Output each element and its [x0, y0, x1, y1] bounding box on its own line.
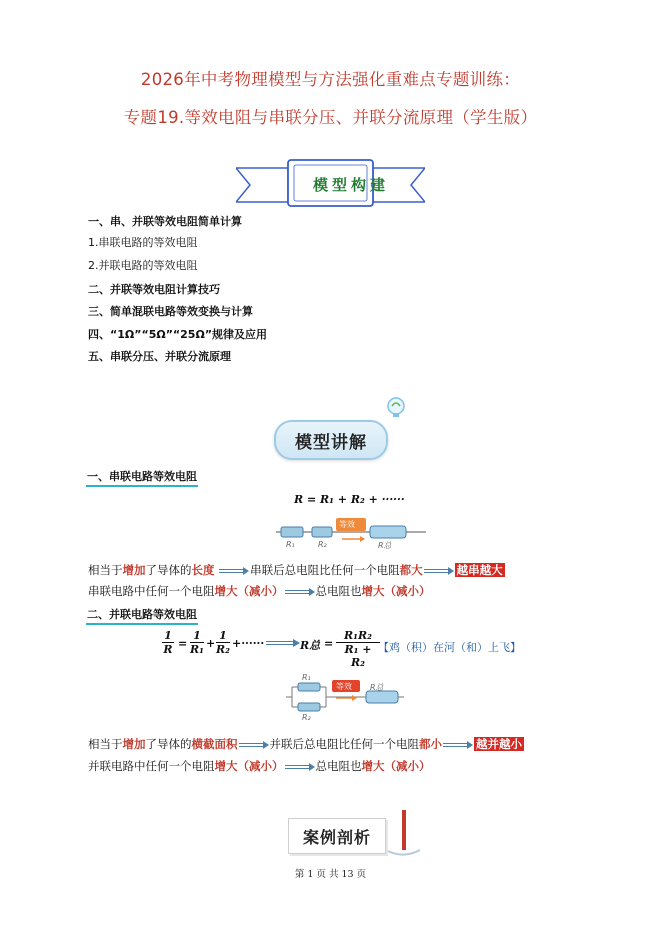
parallel-line-1: 相当于增加了导体的横截面积 并联后总电阻比任何一个电阻都小 越并越小: [88, 737, 522, 751]
outline-item-2: 二、并联等效电阻计算技巧: [88, 283, 220, 296]
arrow-icon: [266, 639, 300, 647]
arrow-icon: [285, 763, 315, 771]
model-build-label: 模型构建: [312, 176, 389, 194]
parallel-conclusion-badge: 越并越小: [476, 737, 522, 751]
outline-item-1: 一、串、并联等效电阻简单计算: [88, 215, 242, 228]
series-line-2: 串联电路中任何一个电阻增大（减小） 总电阻也增大（减小）: [88, 584, 431, 598]
page-footer: 第 1 页 共 13 页: [294, 869, 367, 880]
parallel-formula: 1 R = 1 R₁ + 1 R₂ +······ R总 = R₁R₂ R₁ + R₂: [162, 629, 382, 669]
parallel-diagram-rt: R总: [370, 683, 384, 692]
outline-item-1-1: 1.串联电路的等效电阻: [88, 236, 198, 249]
parallel-section-heading: 二、并联电路等效电阻: [86, 608, 198, 625]
series-line-1: 相当于增加了导体的长度 串联后总电阻比任何一个电阻都大 越串越大: [88, 563, 503, 577]
parallel-diagram-r1: R₁: [302, 673, 311, 682]
series-diagram-r2: R₂: [318, 540, 327, 549]
document-title-line2: 专题19.等效电阻与串联分压、并联分流原理（学生版）: [123, 108, 538, 127]
series-formula: R = R₁ + R₂ + ······: [294, 493, 405, 506]
series-conclusion-badge: 越串越大: [456, 563, 503, 577]
parallel-memo: 【鸡（积）在河（和）上飞】: [378, 641, 521, 654]
outline-item-4: 四、“1Ω”“5Ω”“25Ω”规律及应用: [88, 328, 268, 341]
document-title-line1: 2026年中考物理模型与方法强化重难点专题训练：: [140, 70, 521, 89]
series-diagram-r1: R₁: [286, 540, 295, 549]
arrow-icon: [285, 588, 315, 596]
arrow-icon: [219, 567, 249, 575]
parallel-diagram-r2: R₂: [302, 713, 311, 722]
case-analysis-badge: 案例剖析: [288, 818, 386, 854]
outline-item-5: 五、串联分压、并联分流原理: [88, 350, 231, 363]
lightbulb-icon: [384, 396, 408, 420]
series-diagram-rt: R总: [378, 541, 392, 550]
model-lecture-badge: 模型讲解: [274, 420, 388, 460]
outline-item-3: 三、简单混联电路等效变换与计算: [88, 305, 253, 318]
parallel-line-2: 并联电路中任何一个电阻增大（减小） 总电阻也增大（减小）: [88, 759, 431, 773]
arrow-icon: [239, 741, 269, 749]
series-section-heading: 一、串联电路等效电阻: [86, 470, 198, 487]
arrow-icon: [424, 567, 454, 575]
outline-item-1-2: 2.并联电路的等效电阻: [88, 259, 198, 272]
series-diagram-equiv: 等效: [339, 520, 355, 529]
arrow-icon: [443, 741, 473, 749]
parallel-diagram-equiv: 等效: [336, 682, 352, 691]
